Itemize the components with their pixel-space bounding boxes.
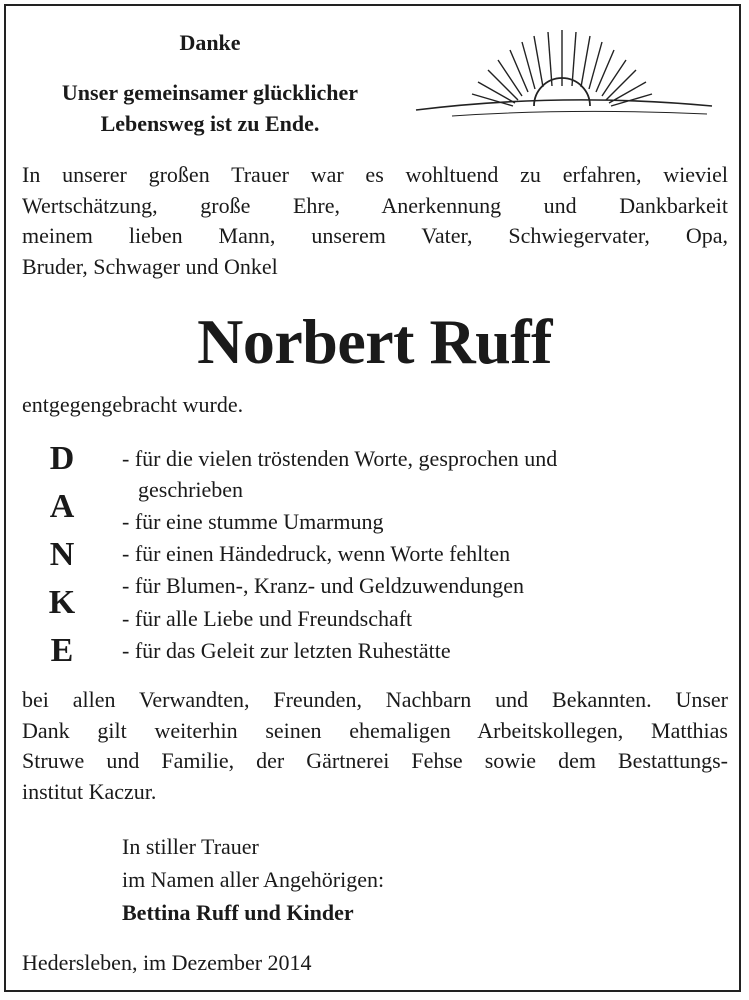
thanks-item-continuation: geschrieben [138, 477, 244, 502]
intro-line: In unserer großen Trauer war es wohltuend zu erfahren, wieviel [22, 162, 728, 187]
danke-letter: K [48, 584, 76, 621]
thanks-item: - für eine stumme Umarmung [122, 509, 384, 534]
signature-line-1: In stiller Trauer [122, 834, 259, 859]
danke-letter: D [49, 440, 75, 477]
closing-line: Struwe und Familie, der Gärtnerei Fehse sowie dem Bestattungs- [22, 748, 728, 773]
place-date: Hedersleben, im Dezember 2014 [22, 950, 312, 975]
intro-paragraph [22, 160, 728, 282]
thanks-item: - für die vielen tröstenden Worte, gesprochen und [122, 446, 558, 471]
notice-border [4, 4, 741, 992]
thanks-item: - für alle Liebe und Freundschaft [122, 606, 413, 631]
after-name-text: entgegengebracht wurde. [22, 392, 244, 417]
thanks-item: - für Blumen-, Kranz- und Geldzuwendungen [122, 573, 524, 598]
notice-subtitle-line-1: Unser gemeinsamer glücklicher [61, 80, 359, 105]
closing-paragraph [22, 685, 728, 807]
closing-line: Dank gilt weiterhin seinen ehemaligen Arbeitskollegen, Matthias [22, 717, 728, 743]
signature-names: Bettina Ruff und Kinder [122, 900, 354, 925]
intro-line: meinem lieben Mann, unserem Vater, Schwiegervater, Opa, [22, 223, 728, 248]
notice-title: Danke [179, 30, 241, 55]
closing-line: institut Kaczur. [22, 778, 157, 804]
notice-subtitle-line-2: Lebensweg ist zu Ende. [100, 111, 320, 136]
closing-line: bei allen Verwandten, Freunden, Nachbarn und Bekannten. Unser [22, 687, 728, 712]
danke-letter: N [49, 536, 75, 573]
signature-line-2: im Namen aller Angehörigen: [122, 867, 385, 892]
thanks-item: - für einen Händedruck, wenn Worte fehlten [122, 541, 511, 566]
danke-letter: E [50, 632, 74, 669]
thanks-item: - für das Geleit zur letzten Ruhestätte [122, 638, 451, 663]
intro-line: Bruder, Schwager und Onkel [22, 253, 278, 279]
rising-sun-icon [412, 24, 717, 124]
intro-line: Wertschätzung, große Ehre, Anerkennung und Dankbarkeit [22, 192, 728, 218]
danke-letter: A [49, 488, 75, 525]
deceased-name: Norbert Ruff [197, 306, 552, 377]
